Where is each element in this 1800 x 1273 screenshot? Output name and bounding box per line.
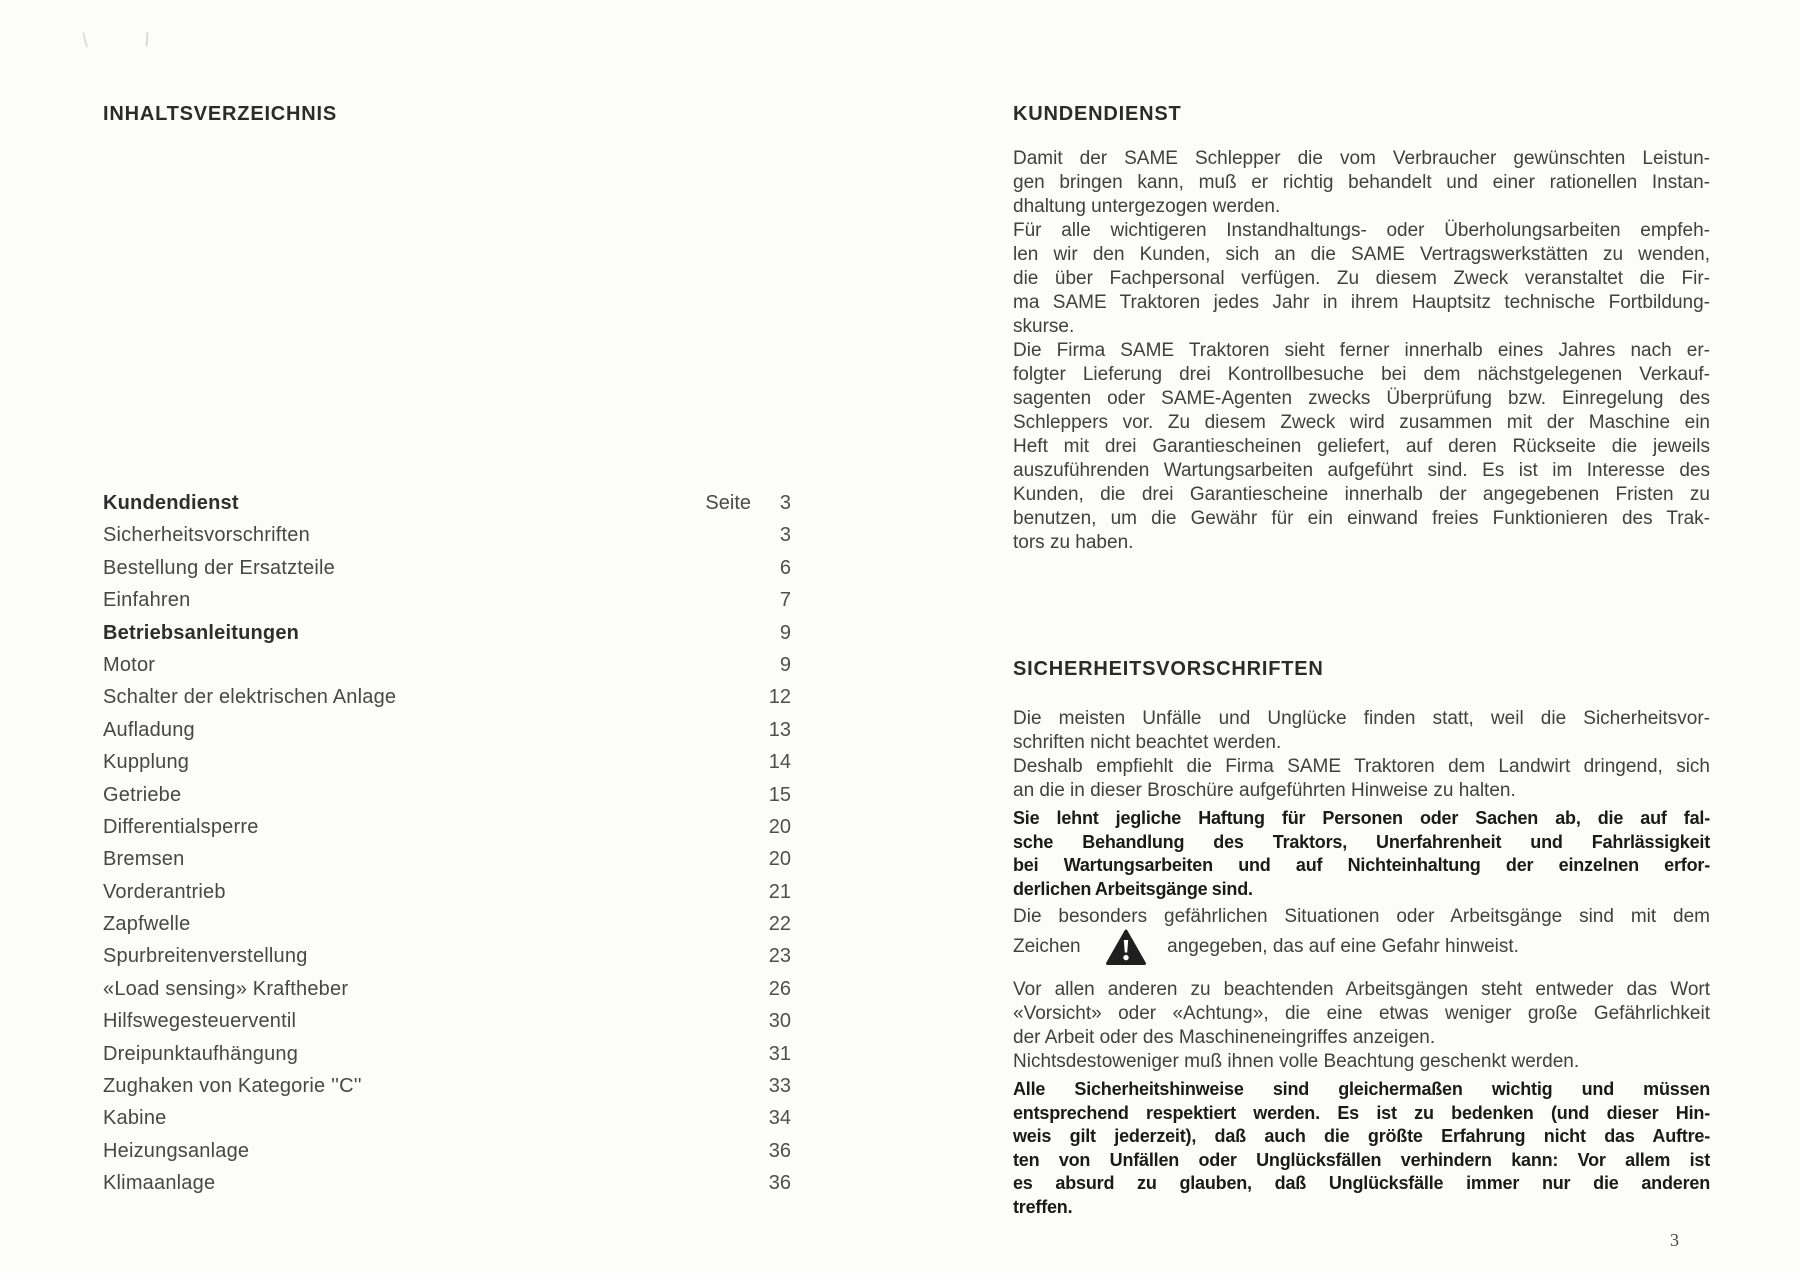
- toc-entry-page-number: 36: [768, 1139, 791, 1162]
- toc-row: [103, 1172, 791, 1204]
- toc-entry-label: Bremsen: [103, 848, 185, 871]
- toc-row: [103, 1075, 791, 1107]
- text-line: Nichtsdestoweniger muß ihnen volle Beachtung geschenkt werden.: [1013, 1051, 1580, 1072]
- toc-row: [103, 978, 791, 1010]
- toc-entry-page-number: 6: [779, 556, 791, 579]
- toc-entry-page-number: 9: [779, 653, 791, 676]
- toc-entry-label: Kabine: [103, 1107, 167, 1130]
- text-line: der Arbeit oder des Maschineneingriffes anzeigen.: [1013, 1027, 1436, 1048]
- toc-entry-page-number: 3: [779, 524, 791, 547]
- text-line: derlichen Arbeitsgänge sind.: [1013, 878, 1253, 899]
- toc-entry-page-number: 13: [768, 718, 791, 741]
- toc-row: [103, 524, 791, 556]
- paragraph: [1013, 1078, 1710, 1219]
- text-line: len wir den Kunden, sich an die SAME Vertragswerkstätten zu wenden,: [1013, 244, 1710, 265]
- toc-entry-page-number: 23: [768, 945, 791, 968]
- text-line: treffen.: [1013, 1196, 1073, 1217]
- text-line: skurse.: [1013, 316, 1075, 337]
- toc-row: [103, 719, 791, 751]
- toc-entry-label: Kupplung: [103, 751, 190, 774]
- toc-entry-page-number: 7: [779, 589, 791, 612]
- text-line: ten von Unfällen oder Unglücksfällen verhindern kann: Vor allem ist: [1013, 1149, 1710, 1170]
- toc-entry-page-number: 12: [768, 686, 791, 709]
- toc-row: [103, 1010, 791, 1042]
- toc-row: [103, 881, 791, 913]
- text-line: sagenten oder SAME-Agenten zwecks Überprüfung bzw. Einregelung des: [1013, 388, 1710, 409]
- text-line: auszuführenden Wartungsarbeiten aufgeführt sind. Es ist im Interesse des: [1013, 460, 1710, 481]
- toc-entry-label: Differentialsperre: [103, 815, 259, 838]
- toc-entry-label: Motor: [103, 653, 156, 676]
- text-line: Die besonders gefährlichen Situationen oder Arbeitsgänge sind mit dem: [1013, 906, 1710, 927]
- toc-entry-page-number: 34: [768, 1107, 791, 1130]
- toc-entry-page-number: 36: [768, 1172, 791, 1195]
- text-line: Für alle wichtigeren Instandhaltungs- oder Überholungsarbeiten empfeh-: [1013, 220, 1710, 241]
- toc-title: INHALTSVERZEICHNIS: [103, 103, 338, 125]
- text-line: bei Wartungsarbeiten und auf Nichteinhaltung der einzelnen erfor-: [1013, 855, 1710, 875]
- toc-row: [103, 913, 791, 945]
- text-line: gen bringen kann, muß er richtig behandelt und einer rationellen Instan-: [1013, 172, 1710, 193]
- toc-row: [103, 848, 791, 880]
- paragraph: [1013, 807, 1710, 901]
- toc-entry-label: Spurbreitenverstellung: [103, 945, 308, 968]
- text-line: Die Firma SAME Traktoren sieht ferner innerhalb eines Jahres nach er-: [1013, 340, 1710, 361]
- toc-list: [103, 492, 791, 1205]
- toc-row: [103, 492, 791, 524]
- text-line: Vor allen anderen zu beachtenden Arbeitsgängen steht entweder das Wort: [1013, 979, 1710, 1000]
- toc-row: [103, 1043, 791, 1075]
- toc-entry-page-number: 20: [768, 848, 791, 871]
- toc-row: [103, 686, 791, 718]
- text-line: Sie lehnt jegliche Haftung für Personen oder Sachen ab, die auf fal-: [1013, 808, 1710, 828]
- section-heading-sicherheitsvorschriften: SICHERHEITSVORSCHRIFTEN: [1013, 658, 1324, 680]
- toc-entry-label: Vorderantrieb: [103, 880, 226, 903]
- toc-entry-page-number: 20: [768, 815, 791, 838]
- text-line: Die meisten Unfälle und Unglücke finden statt, weil die Sicherheitsvor-: [1013, 708, 1710, 729]
- toc-entry-label: Betriebsanleitungen: [103, 621, 300, 644]
- toc-row: [103, 654, 791, 686]
- toc-entry-label: Bestellung der Ersatzteile: [103, 556, 335, 579]
- text-line: die über Fachpersonal verfügen. Zu diesem Zweck veranstaltet die Fir-: [1013, 268, 1710, 289]
- toc-entry-label: Einfahren: [103, 589, 191, 612]
- text-line: Deshalb empfiehlt die Firma SAME Traktoren dem Landwirt dringend, sich: [1013, 756, 1710, 777]
- toc-entry-page-number: 26: [768, 977, 791, 1000]
- paragraph: [1013, 905, 1710, 966]
- section-body-kundendienst: [1013, 147, 1710, 555]
- text-line: ma SAME Traktoren jedes Jahr in ihrem Hauptsitz technische Fortbildung-: [1013, 292, 1710, 313]
- text-line: weis gilt jederzeit), daß auch die größte Erfahrung nicht das Auftre-: [1013, 1126, 1710, 1146]
- toc-row: [103, 622, 791, 654]
- text-line: entsprechend respektiert werden. Es ist zu bedenken (und dieser Hin-: [1013, 1102, 1710, 1123]
- toc-entry-page-number: 3: [779, 492, 791, 514]
- toc-entry-page-number: 21: [768, 880, 791, 903]
- toc-entry-page-number: 22: [768, 913, 791, 936]
- toc-entry-label: Zapfwelle: [103, 913, 191, 936]
- toc-row: [103, 784, 791, 816]
- toc-row: [103, 751, 791, 783]
- toc-entry-label: Zughaken von Kategorie ''C'': [103, 1075, 362, 1098]
- toc-entry-label: Schalter der elektrischen Anlage: [103, 686, 397, 709]
- toc-entry-label: «Load sensing» Kraftheber: [103, 977, 349, 1000]
- text-line: schriften nicht beachtet werden.: [1013, 732, 1282, 753]
- toc-entry-label: Klimaanlage: [103, 1172, 216, 1195]
- text-line: tors zu haben.: [1013, 532, 1134, 553]
- text-line: Heft mit drei Garantiescheinen geliefert, auf deren Rückseite die jeweils: [1013, 436, 1710, 457]
- toc-row: [103, 557, 791, 589]
- text-line: Kunden, die drei Garantiescheine innerhalb der angegebenen Fristen zu: [1013, 484, 1710, 505]
- icon-line-pre-text: Zeichen: [1013, 936, 1081, 957]
- toc-row: [103, 945, 791, 977]
- toc-entry-page-number: 14: [768, 751, 791, 774]
- toc-entry-page-number: 9: [779, 621, 791, 644]
- paragraph: [1013, 978, 1710, 1074]
- warning-triangle-icon: [1106, 929, 1146, 966]
- icon-line-post-text: angegeben, das auf eine Gefahr hinweist.: [1167, 936, 1519, 957]
- toc-row: [103, 1107, 791, 1139]
- toc-entry-label: Dreipunktaufhängung: [103, 1042, 299, 1065]
- toc-entry-label: Kundendienst: [103, 492, 239, 514]
- toc-entry-label: Hilfswegesteuerventil: [103, 1010, 297, 1033]
- text-line: dhaltung untergezogen werden.: [1013, 196, 1281, 217]
- toc-entry-label: Sicherheitsvorschriften: [103, 524, 310, 547]
- scan-artifact: [82, 32, 88, 48]
- toc-entry-label: Getriebe: [103, 783, 182, 806]
- toc-row: [103, 816, 791, 848]
- text-line: sche Behandlung des Traktors, Unerfahrenheit und Fahrlässigkeit: [1013, 831, 1710, 852]
- scan-artifact: [146, 32, 149, 46]
- text-line: Alle Sicherheitshinweise sind gleichermaßen wichtig und müssen: [1013, 1079, 1710, 1099]
- text-line: [1013, 929, 1710, 966]
- text-line: «Vorsicht» oder «Achtung», die eine etwas weniger große Gefährlichkeit: [1013, 1003, 1710, 1024]
- toc-entry-page-number: 30: [768, 1010, 791, 1033]
- toc-entry-label: Heizungsanlage: [103, 1139, 250, 1162]
- toc-row: [103, 589, 791, 621]
- text-line: folgter Lieferung drei Kontrollbesuche bei dem nächstgelegenen Verkauf-: [1013, 364, 1710, 385]
- text-line: Damit der SAME Schlepper die vom Verbraucher gewünschten Leistun-: [1013, 148, 1710, 169]
- toc-row: [103, 1140, 791, 1172]
- page-number: 3: [1670, 1230, 1679, 1250]
- text-line: es absurd zu glauben, daß Unglücksfälle immer nur die anderen: [1013, 1173, 1710, 1193]
- toc-entry-page-number: 33: [768, 1075, 791, 1098]
- toc-seite-label: Seite: [705, 492, 751, 514]
- paragraph: [1013, 707, 1710, 803]
- section-heading-kundendienst: KUNDENDIENST: [1013, 103, 1182, 125]
- toc-entry-page-number: 15: [768, 783, 791, 806]
- text-line: an die in dieser Broschüre aufgeführten Hinweise zu halten.: [1013, 780, 1516, 801]
- text-line: Schleppers vor. Zu diesem Zweck wird zusammen mit der Maschine ein: [1013, 412, 1710, 433]
- toc-entry-label: Aufladung: [103, 718, 195, 741]
- toc-entry-page-number: 31: [768, 1042, 791, 1065]
- section-body-sicherheitsvorschriften: [1013, 707, 1710, 1219]
- text-line: benutzen, um die Gewähr für ein einwand freies Funktionieren des Trak-: [1013, 508, 1710, 529]
- paragraph: [1013, 147, 1710, 555]
